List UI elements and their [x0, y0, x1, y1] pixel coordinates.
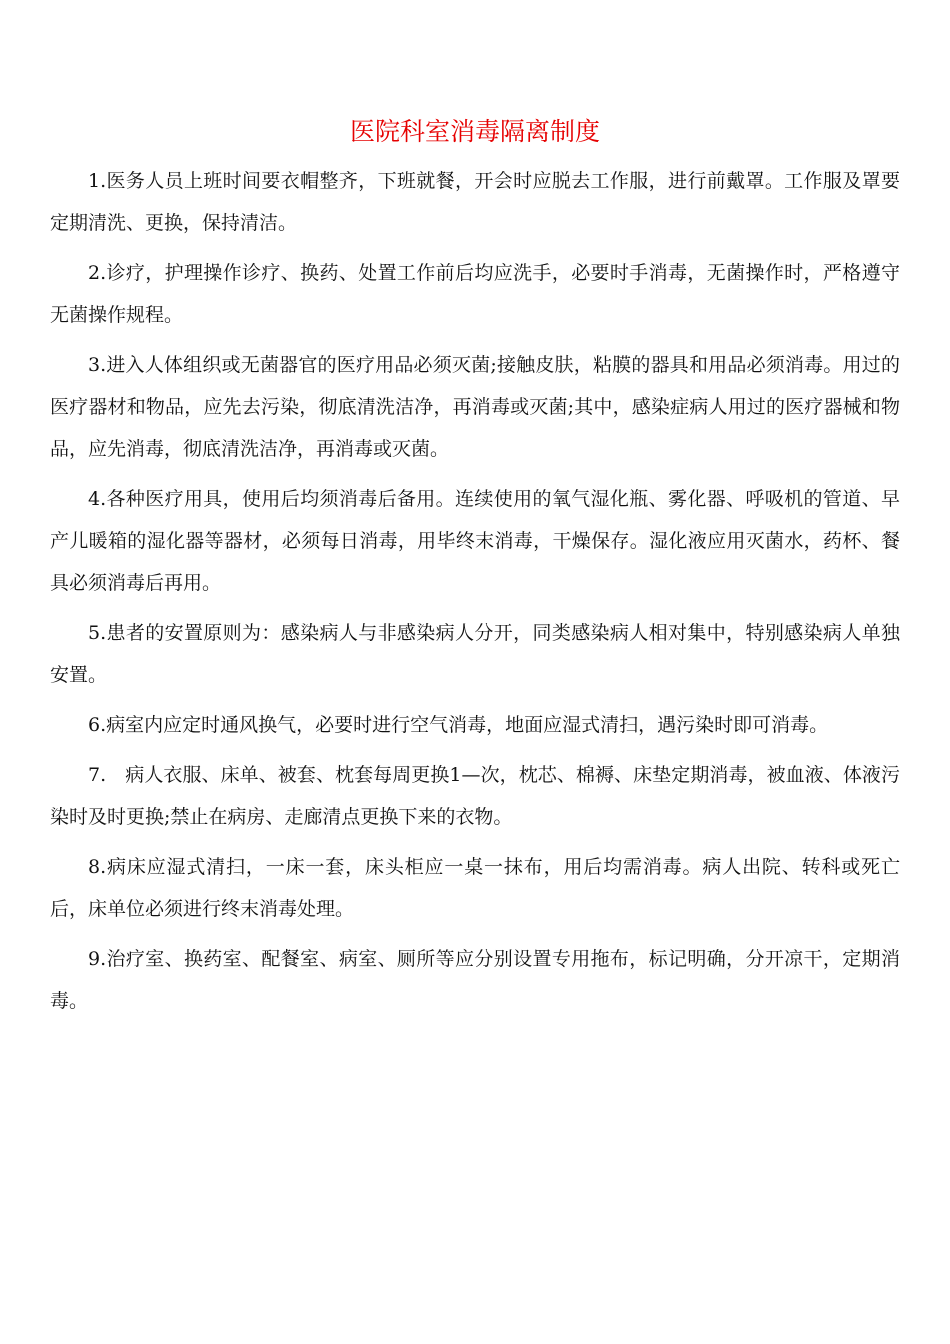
- paragraph-9: 9.治疗室、换药室、配餐室、病室、厕所等应分别设置专用拖布，标记明确，分开凉干，定期消毒。: [50, 948, 900, 1012]
- paragraph-4: 4.各种医疗用具，使用后均须消毒后备用。连续使用的氧气湿化瓶、雾化器、呼吸机的管道、早产儿暖箱的湿化器等器材，必须每日消毒，用毕终末消毒，干燥保存。湿化液应用灭菌水，药杯、餐具必须消毒后再用。: [50, 488, 900, 594]
- paragraph-5: 5.患者的安置原则为：感染病人与非感染病人分开，同类感染病人相对集中，特别感染病人单独安置。: [50, 622, 900, 686]
- paragraph-8: 8.病床应湿式清扫，一床一套，床头柜应一桌一抹布，用后均需消毒。病人出院、转科或死亡后，床单位必须进行终末消毒处理。: [50, 856, 900, 920]
- document-body: [50, 160, 900, 1030]
- paragraph-2: 2.诊疗，护理操作诊疗、换药、处置工作前后均应洗手，必要时手消毒，无菌操作时，严格遵守无菌操作规程。: [50, 262, 900, 326]
- paragraph-3: 3.进入人体组织或无菌器官的医疗用品必须灭菌;接触皮肤，粘膜的器具和用品必须消毒。用过的医疗器材和物品，应先去污染，彻底清洗洁净，再消毒或灭菌;其中，感染症病人用过的医疗器械和物品，应先消毒，彻底清洗洁净，再消毒或灭菌。: [50, 354, 900, 460]
- paragraph-6: 6.病室内应定时通风换气，必要时进行空气消毒，地面应湿式清扫，遇污染时即可消毒。: [88, 714, 829, 736]
- paragraph-7: 7. 病人衣服、床单、被套、枕套每周更换1—次，枕芯、棉褥、床垫定期消毒，被血液、体液污染时及时更换;禁止在病房、走廊清点更换下来的衣物。: [50, 764, 900, 828]
- document-title: 医院科室消毒隔离制度: [349, 117, 600, 146]
- paragraph-1: 1.医务人员上班时间要衣帽整齐，下班就餐，开会时应脱去工作服，进行前戴罩。工作服及罩要定期清洗、更换，保持清洁。: [50, 170, 900, 234]
